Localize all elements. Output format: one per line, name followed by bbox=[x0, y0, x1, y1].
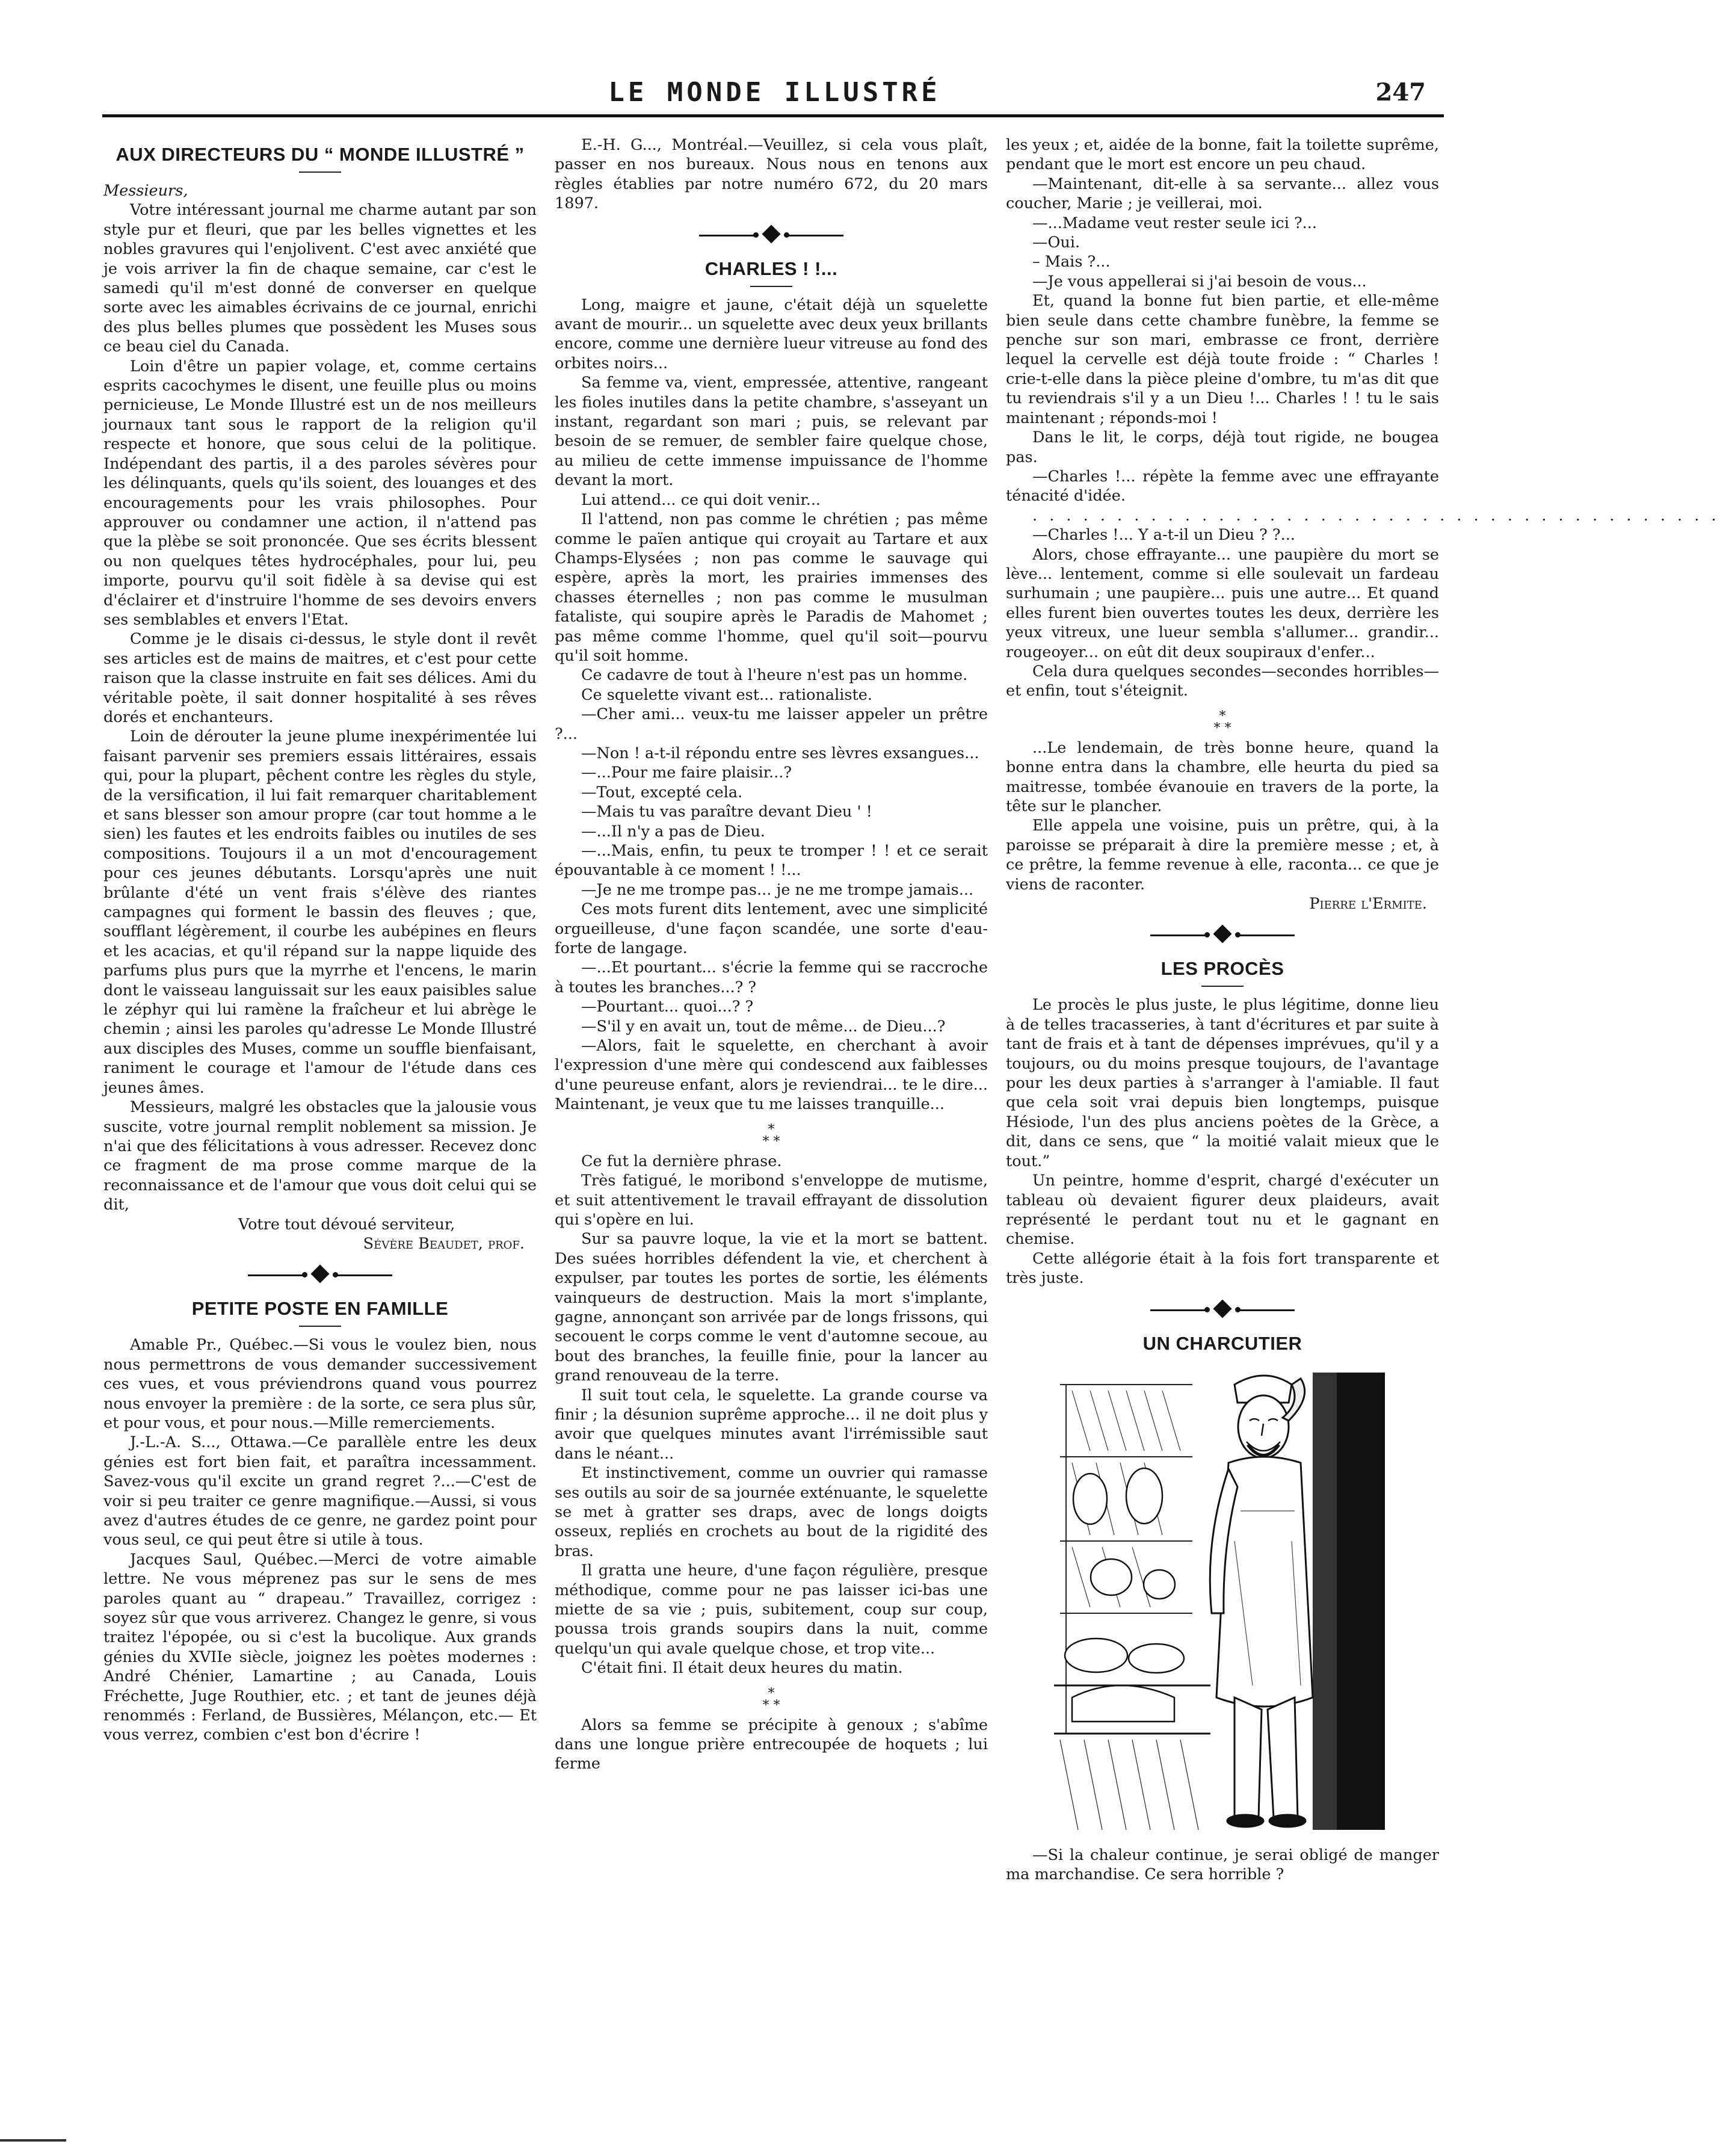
story-paragraph: Et, quand la bonne fut bien partie, et elle-même bien seule dans cette chambre funèbre, la femme se penche sur son mari, embrasse ce front, derrière lequel la cervelle est déjà toute froide : “ Charles ! crie-t-elle dans la pièce pleine d'ombre, tu m'as dit que tu reviendrais s'il y a un Dieu !... Charles ! ! tu le sais maintenant ; réponds-moi ! bbox=[1006, 292, 1439, 427]
section-ornament bbox=[103, 1262, 537, 1288]
story-paragraph: Alors, chose effrayante... une paupière du mort se lève... lentement, comme si elle soulevait un fardeau surhumain ; une paupière... puis une autre... Et quand elles furent bien ouvertes toutes les deux, derrière les yeux vitreux, une lueur sembla s'allumer... grandir... rougeoyer... on eût dit deux soupiraux d'enfer... bbox=[1006, 545, 1439, 661]
story-paragraph: Ce squelette vivant est... rationaliste. bbox=[581, 685, 872, 704]
story-paragraph: —Alors, fait le squelette, en cherchant à avoir l'expression d'une mère qui condescend aux faiblesses d'une peureuse enfant, alors je reviendrai... te le dire... Maintenant, je veux que tu me laisses tranquille... bbox=[555, 1037, 988, 1114]
story-paragraph: Cela dura quelques secondes—secondes horribles—et enfin, tout s'éteignit. bbox=[1006, 662, 1439, 700]
story-paragraph: Il gratta une heure, d'une façon régulière, presque méthodique, comme pour ne pas laisser ici-bas une miette de sa vie ; puis, subitement, coup sur coup, poussa trois grands soupirs dans la nuit, comme quelqu'un qui avale quelque chose, et trop vite... bbox=[555, 1561, 988, 1658]
story-paragraph: —Charles !... répète la femme avec une effrayante ténacité d'idée. bbox=[1006, 467, 1439, 505]
story-paragraph: Ce cadavre de tout à l'heure n'est pas un homme. bbox=[581, 666, 968, 685]
proces-paragraph: Le procès le plus juste, le plus légitime, donne lieu à de telles tracasseries, à tant d'écritures et par suite à tant de frais et à tant de dépenses imprévues, qu'il y a toujours, ou du moins presque toujours, de l'avantage pour les deux parties à s'arranger à l'amiable. Il faut que cela soit vrai depuis bien longtemps, puisque Hésiode, l'un des plus anciens poètes de la Grèce, a dit, dans ce sens, que “ la moitié valait mieux que le tout.” bbox=[1006, 996, 1439, 1170]
poste-paragraph: Amable Pr., Québec.—Si vous le voulez bien, nous nous permettrons de vous demander successivement ces vues, et vous préviendrons quand vous pourrez nous envoyer la première : de la sorte, ce sera plus sûr, et pour vous, et pour nous.—Mille remerciements. bbox=[103, 1336, 537, 1432]
page-number: 247 bbox=[1375, 78, 1426, 107]
story-paragraph: Sa femme va, vient, empressée, attentive, rangeant les fioles inutiles dans la petite chambre, s'asseyant un instant, regardant son mari ; puis, se relevant par besoin de se remuer, de sembler faire quelque chose, au milieu de cette immense impuissance de l'homme devant la mort. bbox=[555, 374, 988, 490]
story-paragraph: Dans le lit, le corps, déjà tout rigide, ne bougea pas. bbox=[1006, 428, 1439, 466]
story-paragraph: Alors sa femme se précipite à genoux ; s'abîme dans une longue prière entrecoupée de hoquets ; lui ferme bbox=[555, 1716, 988, 1773]
story-signature: Pierre l'Ermite. bbox=[1309, 895, 1427, 913]
letter-greeting: Messieurs, bbox=[103, 182, 188, 200]
butcher-illustration bbox=[1054, 1361, 1391, 1836]
story-paragraph: —Maintenant, dit-elle à sa servante... allez vous coucher, Marie ; je veillerai, moi. bbox=[1006, 175, 1439, 213]
title-rule bbox=[299, 171, 341, 173]
story-paragraph: —...Madame veut rester seule ici ?... bbox=[1032, 214, 1317, 232]
letter-paragraph: Messieurs, malgré les obstacles que la jalousie vous suscite, votre journal remplit noblement sa mission. Je n'ai que des félicitations à vous adresser. Recevez donc ce fragment de ma prose comme marque de la reconnaissance et de l'amour que vous doit celui qui se dit, bbox=[103, 1098, 537, 1214]
story-paragraph: Il l'attend, non pas comme le chrétien ; pas même comme le païen antique qui croyait au Tartare et aux Champs-Elysées ; non pas comme le sauvage qui espère, après la mort, les prairies immenses des chasses éternelles ; non pas comme le musulman fataliste, qui soupire après le Paradis de Mahomet ; pas même comme l'homme, quel qu'il soit—pourvu qu'il soit homme. bbox=[555, 510, 988, 665]
charcutier-title: UN CHARCUTIER bbox=[1142, 1332, 1302, 1354]
story-paragraph: —Je ne me trompe pas... je ne me trompe jamais... bbox=[581, 880, 974, 899]
story-paragraph: —...Il n'y a pas de Dieu. bbox=[581, 822, 765, 841]
poste-paragraph: E.-H. G..., Montréal.—Veuillez, si cela vous plaît, passer en nos bureaux. Nous nous en tenons aux règles établies par notre numéro 672, du 20 mars 1897. bbox=[555, 136, 988, 213]
asterism-divider: * * * bbox=[1213, 708, 1231, 736]
story-paragraph: Très fatigué, le moribond s'enveloppe de mutisme, et suit attentivement le travail effrayant de dissolution qui s'opère en lui. bbox=[555, 1172, 988, 1229]
proces-paragraph: Cette allégorie était à la fois fort transparente et très juste. bbox=[1006, 1249, 1439, 1288]
asterism-divider: * * * bbox=[762, 1685, 780, 1713]
story-paragraph: Et instinctivement, comme un ouvrier qui ramasse ses outils au soir de sa journée exténuante, le squelette se met à gratter ses draps, avec de longs doigts osseux, repliés en crochets au bout de la rigidité des bras. bbox=[555, 1464, 988, 1560]
story-paragraph: Long, maigre et jaune, c'était déjà un squelette avant de mourir... un squelette avec deux yeux brillants encore, comme une dernière lueur vitreuse au fond des orbites noirs... bbox=[555, 295, 988, 372]
masthead-rule bbox=[102, 114, 1444, 117]
section-ornament bbox=[555, 222, 988, 249]
story-paragraph: —Non ! a-t-il répondu entre ses lèvres exsangues... bbox=[581, 744, 979, 762]
letter-paragraph: Loin de dérouter la jeune plume inexpérimentée lui faisant parvenir ses premiers essais littéraires, essais qui, pour la plupart, pêchent contre les règles du style, de la versification, il lui fait remarquer charitablement et sans blesser son amour propre (car tout homme a le sien) les fautes et les endroits faibles ou inutiles de ses compositions. Toujours il a un mot d'encouragement pour ces jeunes débutants. Lorsqu'après une nuit brûlante d'été un vent frais s'élève des riantes campagnes qui forment le bassin des fleuves ; que, soufflant légèrement, il courbe les aubépines en fleurs et les acacias, et qu'il répand sur la nappe liquide des parfums plus purs que la myrrhe et l'encens, le marin dont le vaisseau languissait sur les eaux paisibles salue le zéphyr qui lui ramène la fraîcheur et lui abrège le chemin ; ainsi les paroles qu'adresse Le Monde Illustré aux disciples des Muses, comme un souffle bienfaisant, raniment le courage et l'amour de l'étude dans ces jeunes âmes. bbox=[103, 727, 537, 1097]
story-paragraph: Sur sa pauvre loque, la vie et la mort se battent. Des suées horribles défendent la vie, et cherchent à expulser, par toutes les portes de sortie, les éléments vainqueurs de destruction. Mais la mort s'implante, gagne, annonçant son arrivée par de longs frissons, qui secouent le corps comme le vent d'automne secoue, au bout des branches, la feuille finie, pour la lancer au grand renouveau de la terre. bbox=[555, 1230, 988, 1385]
letter-paragraph: Votre intéressant journal me charme autant par son style pur et fleuri, que par les belles vignettes et les nobles gravures qui l'enjolivent. C'est avec anxiété que je vois arriver la fin de chaque semaine, car c'est le samedi qu'il m'est donné de converser en quelque sorte avec les aimables écrivains de ce journal, enrichi des plus belles plumes que possèdent les Muses sous ce beau ciel du Canada. bbox=[103, 201, 537, 356]
story-paragraph: Elle appela une voisine, puis un prêtre, qui, à la paroisse se préparait à dire la première messe ; et, à ce prêtre, la femme revenue à elle, raconta... ce que je viens de raconter. bbox=[1006, 817, 1439, 894]
story-paragraph: les yeux ; et, aidée de la bonne, fait la toilette suprême, pendant que le mort est encore un peu chaud. bbox=[1006, 136, 1439, 174]
column-3 bbox=[1006, 135, 1720, 1884]
story-paragraph: Ce fut la dernière phrase. bbox=[581, 1152, 782, 1170]
poste-title: PETITE POSTE EN FAMILLE bbox=[191, 1298, 449, 1320]
corner-mark bbox=[0, 2139, 66, 2142]
story-paragraph: —Oui. bbox=[1032, 233, 1080, 252]
story-paragraph: —Je vous appellerai si j'ai besoin de vous... bbox=[1032, 272, 1367, 291]
story-paragraph: ...Le lendemain, de très bonne heure, quand la bonne entra dans la chambre, elle heurta du pied sa maitresse, tombée évanouie en travers de la porte, la tête sur le plancher. bbox=[1006, 738, 1439, 815]
letter-paragraph: Loin d'être un papier volage, et, comme certains esprits cacochymes le disent, une feuille plus ou moins pernicieuse, Le Monde Illustré est un de nos meilleurs journaux tant sous le rapport de la religion qu'il respecte et honore, que sous celui de la politique. Indépendant des partis, il a des paroles sévères pour les délinquants, quels qu'ils soient, des louanges et des encouragements pour les vrais philosophes. Pour approuver ou condamner une action, il n'attend pas que la plèbe se soit prononcée. Que ses écrits blessent ou non quelques têtes hydrocéphales, pour lui, peu importe, pourvu qu'il soit fidèle à sa devise qui est d'éclairer et d'instruire l'homme de ses devoirs envers ses semblables et envers l'Etat. bbox=[103, 357, 537, 629]
illustration-caption: —Si la chaleur continue, je serai obligé de manger ma marchandise. Ce sera horrible ? bbox=[1006, 1846, 1439, 1883]
dotted-separator: . . . . . . . . . . . . . . . . . . . . . . . . . . . . . . . . . . . . . . . . . bbox=[1032, 506, 1720, 525]
story-paragraph: —S'il y en avait un, tout de même... de Dieu...? bbox=[581, 1017, 946, 1036]
asterism-divider: * * * bbox=[762, 1122, 780, 1149]
charles-title: CHARLES ! !... bbox=[704, 258, 838, 279]
section-ornament bbox=[1006, 922, 1439, 948]
proces-paragraph: Un peintre, homme d'esprit, chargé d'exécuter un tableau où devaient figurer deux plaideurs, avait représenté le perdant tout nu et le gagnant en chemise. bbox=[1006, 1172, 1439, 1249]
story-paragraph: – Mais ?... bbox=[1032, 253, 1111, 271]
letter-title: AUX DIRECTEURS DU “ MONDE ILLUSTRÉ ” bbox=[116, 144, 525, 165]
story-paragraph: C'était fini. Il était deux heures du matin. bbox=[581, 1659, 903, 1678]
story-paragraph: Il suit tout cela, le squelette. La grande course va finir ; la désunion suprême approche... il ne doit plus y avoir que quelques minutes avant l'irrémissible saut dans le néant... bbox=[555, 1386, 988, 1463]
proces-title: LES PROCÈS bbox=[1161, 958, 1284, 980]
letter-signature: Sévère Beaudet, prof. bbox=[363, 1234, 525, 1253]
column-2 bbox=[555, 135, 988, 1774]
poste-paragraph: Jacques Saul, Québec.—Merci de votre aimable lettre. Ne vous méprenez pas sur le sens de mes paroles quant au “ drapeau.” Travaillez, corrigez : soyez sûr que vous arriverez. Changez le genre, si vous traitez l'épopée, ou si c'est la bucolique. Aux grands génies du XVIIe siècle, joignez les poètes modernes : André Chénier, Lamartine ; au Canada, Louis Fréchette, Juge Routhier, etc. ; et tant de jeunes déjà renommés : Ferland, de Bussières, Mélançon, etc.— Et vous verrez, combien c'est bon d'écrire ! bbox=[103, 1550, 537, 1744]
column-1 bbox=[103, 135, 537, 1745]
story-paragraph: —...Mais, enfin, tu peux te tromper ! ! et ce serait épouvantable à ce moment ! !... bbox=[555, 842, 988, 880]
section-ornament bbox=[1006, 1297, 1439, 1323]
title-rule bbox=[299, 1326, 341, 1327]
title-rule bbox=[1201, 986, 1244, 987]
story-paragraph: —Charles !... Y a-t-il un Dieu ? ?... bbox=[1032, 526, 1295, 545]
story-paragraph: —...Et pourtant... s'écrie la femme qui se raccroche à toutes les branches...? ? bbox=[555, 959, 988, 996]
story-paragraph: —Mais tu vas paraître devant Dieu ' ! bbox=[581, 803, 872, 821]
story-paragraph: Ces mots furent dits lentement, avec une simplicité orgueilleuse, d'une façon scandée, une sorte d'eau-forte de langage. bbox=[555, 900, 988, 958]
letter-paragraph: Comme je le disais ci-dessus, le style dont il revêt ses articles est de mains de maitres, et c'est pour cette raison que la classe instruite en fait ses délices. Ami du véritable poète, il sait donner hospitalité à ses rêves dorés et enchanteurs. bbox=[103, 630, 537, 726]
letter-closing: Votre tout dévoué serviteur, bbox=[238, 1215, 455, 1234]
story-paragraph: —Tout, excepté cela. bbox=[581, 783, 743, 802]
story-paragraph: —...Pour me faire plaisir...? bbox=[581, 764, 792, 782]
poste-paragraph: J.-L.-A. S..., Ottawa.—Ce parallèle entre les deux génies est fort bien fait, et paraîtra incessamment. Savez-vous qu'il excite un grand regret ?...—C'est de voir si peu traiter ce genre magnifique.—Aussi, si vous avez d'autres études de ce genre, ne gardez point pour vous seul, ce qui peut être si utile à tous. bbox=[103, 1433, 537, 1549]
story-paragraph: —Pourtant... quoi...? ? bbox=[581, 998, 754, 1016]
masthead-title: LE MONDE ILLUSTRÉ bbox=[608, 77, 941, 108]
story-paragraph: —Cher ami... veux-tu me laisser appeler un prêtre ?... bbox=[555, 705, 988, 743]
story-paragraph: Lui attend... ce qui doit venir... bbox=[581, 490, 821, 509]
title-rule bbox=[750, 286, 792, 287]
